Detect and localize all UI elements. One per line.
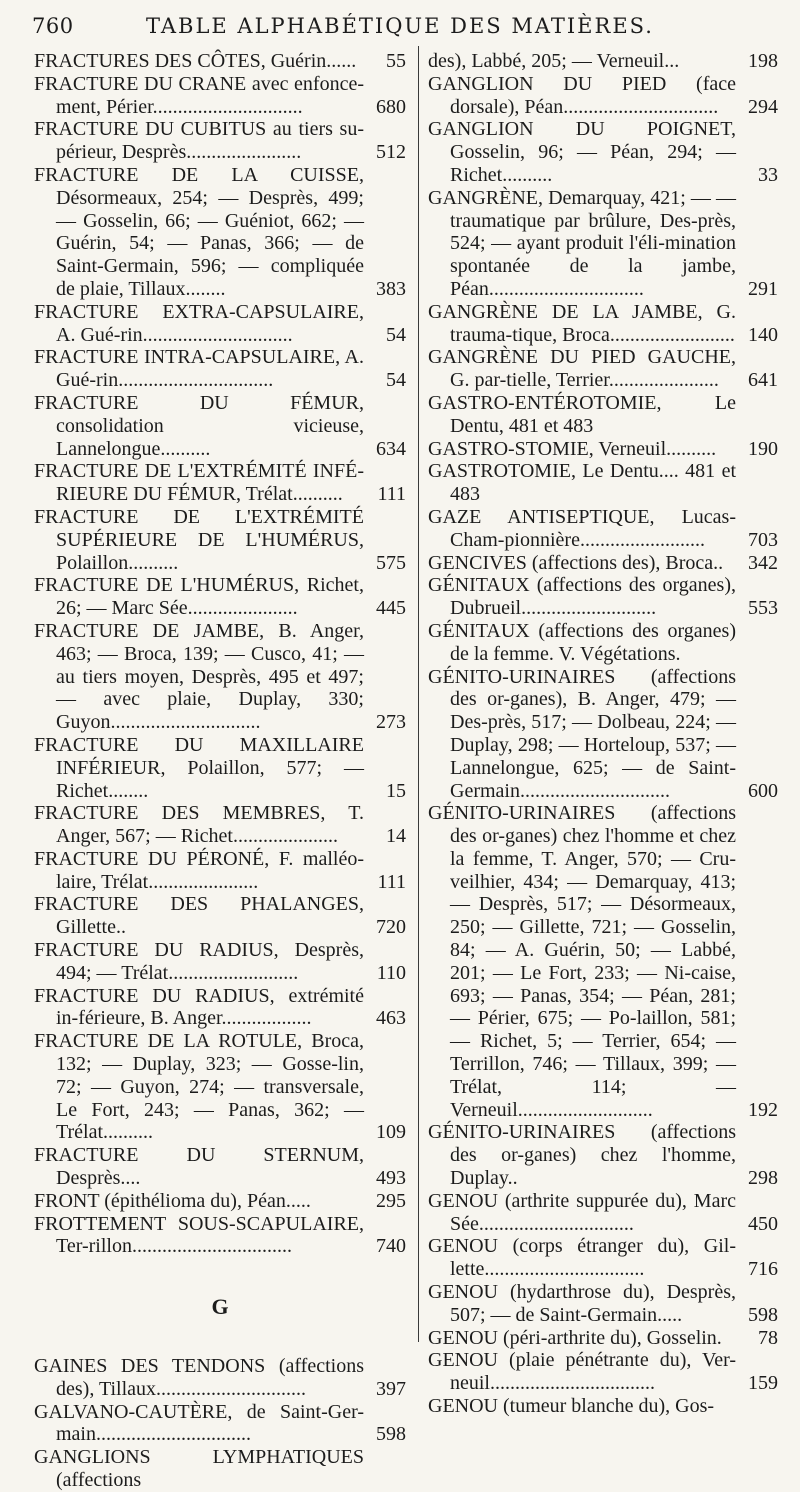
entry-page-number: 33: [758, 163, 778, 186]
entry-page-number: 703: [748, 528, 778, 551]
entry-page-number: 109: [376, 1121, 406, 1144]
entry-text: GENOU (arthrite suppurée du), Marc Sée...............................: [428, 1189, 736, 1235]
entry-page-number: 450: [748, 1212, 778, 1235]
entry-page-number: 159: [748, 1372, 778, 1395]
entry-page-number: 342: [748, 551, 778, 574]
entry-page-number: 598: [376, 1423, 406, 1446]
entry-page-number: 634: [376, 437, 406, 460]
index-entry: [428, 620, 778, 666]
index-entry: [428, 301, 778, 347]
index-entry: [428, 1235, 778, 1281]
index-entry: [428, 506, 778, 552]
index-entry: [428, 50, 778, 73]
entry-text: GÉNITO-URINAIRES (affections des or-ganes) chez l'homme, Duplay..: [428, 1121, 736, 1190]
left-column: [34, 50, 406, 1492]
index-entry: [34, 1401, 406, 1447]
entry-text: FRACTURE DE L'HUMÉRUS, Richet, 26; — Marc Sée......................: [34, 574, 364, 620]
index-entry: [34, 301, 406, 347]
entry-text: FRACTURES DES CÔTES, Guérin......: [34, 50, 357, 72]
index-entry: [428, 1190, 778, 1236]
index-entry: [428, 552, 778, 575]
entry-page-number: 600: [748, 779, 778, 802]
index-entry: [34, 1446, 406, 1492]
entry-text: GENOU (corps étranger du), Gil-lette................................: [428, 1235, 736, 1281]
entry-text: FRACTURE INTRA-CAPSULAIRE, A. Gué-rin...............................: [34, 346, 364, 392]
entry-text: FRACTURE DU RADIUS, Desprès, 494; — Trélat..........................: [34, 939, 364, 984]
entry-page-number: 553: [748, 597, 778, 620]
entry-text: des), Labbé, 205; — Verneuil...: [428, 50, 680, 72]
entry-page-number: 14: [386, 825, 406, 848]
right-column: [428, 50, 778, 1418]
entry-text: FRACTURE DE LA CUISSE, Désormeaux, 254; — Desprès, 499; — Gosselin, 66; — Guéniot, 662; — Guérin, 54; — Panas, 366; — de Saint-Germain, 596; — compliquée de plaie, Tillaux........: [34, 163, 364, 300]
entry-page-number: 641: [748, 369, 778, 392]
entry-text: FRACTURE DE LA ROTULE, Broca, 132; — Duplay, 323; — Gosse-lin, 72; — Guyon, 274; — transversale, Le Fort, 243; — Panas, 362; — Trélat..........: [34, 1030, 364, 1144]
entry-text: GENOU (tumeur blanche du), Gos-: [428, 1395, 715, 1418]
index-entry: [34, 392, 406, 460]
entry-page-number: 493: [376, 1167, 406, 1190]
entry-text: FRACTURE DU FÉMUR, consolidation vicieuse, Lannelongue..........: [34, 391, 364, 460]
entry-page-number: 294: [748, 95, 778, 118]
page-number: 760: [32, 14, 74, 38]
entry-text: GALVANO-CAUTÈRE, de Saint-Ger-main...............................: [34, 1400, 364, 1446]
index-entry: [34, 893, 406, 939]
entry-page-number: 111: [377, 483, 406, 506]
entry-page-number: 740: [376, 1235, 406, 1258]
entry-text: FRACTURE DE L'EXTRÉMITÉ INFÉ-RIEURE DU FÉMUR, Trélat..........: [34, 460, 364, 506]
entry-page-number: 716: [748, 1258, 778, 1281]
entry-text: GÉNITAUX (affections des organes) de la femme. V. Végétations.: [428, 619, 736, 665]
entry-page-number: 78: [758, 1326, 778, 1349]
index-entry: [428, 1395, 778, 1418]
left-entries: [34, 50, 406, 1258]
index-entry: [428, 460, 778, 506]
index-entry: [428, 438, 778, 461]
index-entry: [34, 1213, 406, 1259]
entry-text: GAZE ANTISEPTIQUE, Lucas-Cham-pionnière.........................: [428, 505, 736, 551]
index-entry: [34, 1190, 406, 1213]
entry-page-number: 198: [748, 50, 778, 72]
index-entry: [34, 164, 406, 301]
left-g-entries: [34, 1355, 406, 1492]
entry-text: FRACTURE DES MEMBRES, T. Anger, 567; — Richet.....................: [34, 802, 364, 848]
index-entry: [428, 392, 778, 438]
page-header: [0, 6, 800, 40]
entry-text: FRACTURE DU PÉRONÉ, F. malléo-laire, Trélat......................: [34, 847, 364, 893]
entry-page-number: 383: [376, 277, 406, 300]
index-entry: [34, 620, 406, 734]
entry-text: GASTROTOMIE, Le Dentu.... 481 et 483: [428, 460, 736, 506]
entry-page-number: 110: [376, 961, 406, 984]
entry-text: FROTTEMENT SOUS-SCAPULAIRE, Ter-rillon................................: [34, 1212, 364, 1258]
entry-text: FRACTURE DU STERNUM, Desprès....: [34, 1144, 364, 1190]
entry-text: GANGLION DU POIGNET, Gosselin, 96; — Péan, 294; — Richet..........: [428, 118, 736, 186]
entry-page-number: 295: [376, 1189, 406, 1212]
index-entry: [34, 848, 406, 894]
entry-text: GÉNITO-URINAIRES (affections des or-ganes), B. Anger, 479; — Des-près, 517; — Dolbeau, 224; — Duplay, 298; — Horteloup, 537; — Lannelongue, 625; — de Saint-Germain..............................: [428, 665, 736, 802]
index-entry: [428, 73, 778, 119]
entry-page-number: 463: [376, 1007, 406, 1030]
entry-page-number: 54: [386, 369, 406, 392]
entry-text: FRACTURE DE L'EXTRÉMITÉ SUPÉRIEURE DE L'HUMÉRUS, Polaillon..........: [34, 505, 364, 574]
index-entry: [428, 1327, 778, 1350]
index-entry: [34, 1030, 406, 1144]
index-entry: [428, 346, 778, 392]
entry-page-number: 291: [748, 277, 778, 300]
entry-text: GANGRÈNE, Demarquay, 421; — — traumatique par brûlure, Des-près, 524; — ayant produit l'éli-mination spontanée de la jambe, Péan...............................: [428, 186, 736, 300]
index-entry: [428, 666, 778, 803]
entry-text: FRACTURE DU RADIUS, extrémité in-férieure, B. Anger..................: [34, 984, 364, 1030]
index-entry: [34, 506, 406, 574]
entry-text: GENOU (hydarthrose du), Desprès, 507; — de Saint-Germain.....: [428, 1281, 736, 1326]
entry-page-number: 680: [376, 95, 406, 118]
entry-text: GÉNITO-URINAIRES (affections des or-ganes) chez l'homme et chez la femme, T. Anger, 570; — Cru-veilhier, 434; — Demarquay, 413; — Desprès, 517; — Désormeaux, 250; — Gillette, 721; — Gosselin, 84; — A. Guérin, 50; — Labbé, 201; — Le Fort, 233; — Ni-caise, 693; — Panas, 354; — Péan, 281; — Périer, 675; — Po-laillon, 581; — Richet, 5; — Terrier, 654; — Terrillon, 746; — Tillaux, 399; — Trélat, 114; — Verneuil...........................: [428, 802, 736, 1121]
entry-text: FRACTURE DE JAMBE, B. Anger, 463; — Broca, 139; — Cusco, 41; — au tiers moyen, Desprès, 495 et 497; — avec plaie, Duplay, 330; Guyon..............................: [34, 619, 364, 734]
entry-text: GASTRO-ENTÉROTOMIE, Le Dentu, 481 et 483: [428, 391, 736, 437]
index-entry: [34, 985, 406, 1031]
entry-page-number: 140: [748, 323, 778, 346]
index-entry: [34, 734, 406, 802]
entry-page-number: 111: [377, 870, 406, 893]
index-entry: [34, 460, 406, 506]
index-entry: [34, 73, 406, 119]
index-entry: [34, 50, 406, 73]
section-letter: G: [211, 1294, 229, 1320]
entry-page-number: 190: [748, 437, 778, 460]
entry-text: FRONT (épithélioma du), Péan.....: [34, 1189, 311, 1212]
entry-text: FRACTURE DU CRANE avec enfonce-ment, Périer..............................: [34, 72, 364, 118]
entry-text: GANGLION DU PIED (face dorsale), Péan...............................: [428, 72, 736, 118]
index-entry: [428, 1349, 778, 1395]
index-entry: [428, 118, 778, 186]
entry-text: GENOU (plaie pénétrante du), Ver-neuil.................................: [428, 1349, 736, 1395]
entry-page-number: 598: [748, 1303, 778, 1326]
index-entry: [34, 1355, 406, 1401]
entry-page-number: 298: [748, 1167, 778, 1190]
entry-page-number: 15: [386, 779, 406, 802]
entry-text: FRACTURE DU MAXILLAIRE INFÉRIEUR, Polaillon, 577; — Richet........: [34, 733, 364, 802]
index-entry: [428, 574, 778, 620]
running-title: TABLE ALPHABÉTIQUE DES MATIÈRES.: [146, 14, 654, 38]
entry-page-number: 720: [376, 916, 406, 939]
entry-page-number: 192: [748, 1098, 778, 1121]
entry-text: FRACTURE DES PHALANGES, Gillette..: [34, 893, 364, 939]
index-entry: [34, 1144, 406, 1190]
index-entry: [34, 802, 406, 848]
index-entry: [34, 118, 406, 164]
index-entry: [428, 1281, 778, 1327]
entry-text: FRACTURE DU CUBITUS au tiers su-périeur, Desprès.......................: [34, 118, 364, 164]
index-entry: [34, 939, 406, 985]
entry-text: GANGRÈNE DU PIED GAUCHE, G. par-tielle, Terrier......................: [428, 346, 736, 392]
entry-text: FRACTURE EXTRA-CAPSULAIRE, A. Gué-rin..............................: [34, 300, 364, 346]
index-entry: [428, 802, 778, 1121]
entry-page-number: 575: [376, 551, 406, 574]
entry-text: GENOU (péri-arthrite du), Gosselin.: [428, 1326, 722, 1349]
entry-text: GANGLIONS LYMPHATIQUES (affections: [34, 1446, 364, 1492]
entry-text: GÉNITAUX (affections des organes), Dubrueil...........................: [428, 574, 736, 620]
index-entry: [34, 574, 406, 620]
entry-text: GENCIVES (affections des), Broca..: [428, 551, 724, 574]
entry-page-number: 512: [376, 141, 406, 164]
right-entries: [428, 50, 778, 1418]
entry-page-number: 445: [376, 597, 406, 620]
entry-page-number: 54: [386, 323, 406, 346]
index-entry: [428, 187, 778, 301]
index-entry: [34, 346, 406, 392]
column-divider: [418, 46, 419, 1342]
entry-page-number: 55: [386, 50, 406, 72]
index-entry: [428, 1121, 778, 1189]
entry-text: GAINES DES TENDONS (affections des), Tillaux..............................: [34, 1355, 364, 1400]
entry-text: GASTRO-STOMIE, Verneuil..........: [428, 437, 717, 460]
entry-text: GANGRÈNE DE LA JAMBE, G. trauma-tique, Broca.........................: [428, 300, 736, 346]
entry-page-number: 397: [376, 1377, 406, 1400]
entry-page-number: 273: [376, 711, 406, 734]
